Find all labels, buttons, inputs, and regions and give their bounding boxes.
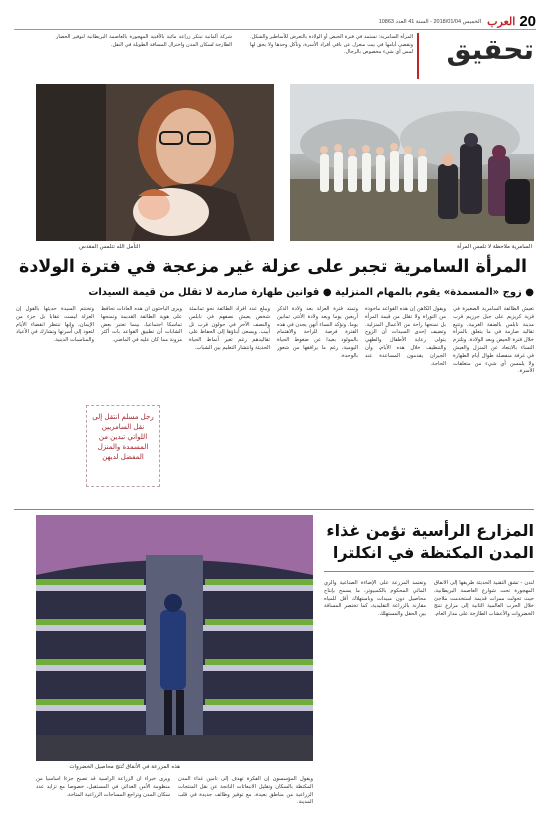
article-1-column-3: وتمتد فترة العزلة بعد ولادة الذكر أربعين يوما وبعد ولادة الأنثى ثمانين يوما. وتؤكد النساء أنهن يجدن في هذه الفترة فرصة للراحة والاهتمام بالمولود بعيدا عن ضغوط الحياة اليومية، رغم ما يرافقها من شعور بالوحدة.	[277, 306, 358, 359]
article-1-column-4: ويبلغ عدد أفراد الطائفة نحو ثمانمئة شخص يعيش نصفهم في نابلس والنصف الآخر في حولون قرب تل أبيب. ويسعى أبناؤها إلى الحفاظ على تقاليدهم رغم تغير أنماط الحياة الحديثة وانتشار التعليم بين الشباب.	[189, 306, 270, 351]
article-divider	[14, 509, 534, 510]
article-2-headline-rule	[324, 571, 534, 572]
newspaper-logo: العرب	[487, 15, 516, 28]
article-2-column-1: لندن - تشق التقنية الحديثة طريقها إلى الأنفاق المهجورة تحت شوارع العاصمة البريطانية، حيث تحولت ممرات قديمة استخدمت ملاجئ خلال الحرب العالمية الثانية إلى مزارع تنتج الخضروات والأعشاب الطازجة على مدار العام.	[434, 580, 534, 618]
article-1-headline: المرأة السامرية تجبر على عزلة غير مزعجة في فترة الولادة	[19, 257, 527, 277]
teaser-1: المرأة السامرية: تستمد في فترة الحيض أو الولادة بالتعرض للأساطير والشكل. وتقضي أيامها في بيت منعزل عن باقي أفراد الأسرة، وتأكل وحدها ولا يحق لها لمس أي شيء مخصوص بالرجال.	[250, 34, 413, 55]
section-title: تحقيق	[446, 33, 534, 66]
article-2-column-4: ويرى خبراء أن الزراعة الرأسية قد تصبح جزءا أساسيا من منظومة الأمن الغذائي في المستقبل، خصوصا مع تزايد عدد سكان المدن وتراجع المساحات الزراعية المتاحة.	[36, 776, 170, 798]
pull-quote: رجل مسلم انتقل إلى نقل السامريين اللواتي تبدين من المسمدة والمنزل المفضل لديهن	[86, 405, 160, 487]
article-1-column-5: ويرى الباحثون أن هذه العادات تحافظ على هوية الطائفة القديمة وتمنحها تماسكا اجتماعيا، بينما تعتبر بعض الشابات أن تطبيق القواعد بات أكثر مرونة مما كان عليه في الماضي.	[101, 306, 182, 344]
article-1-column-1: تعيش الطائفة السامرية الصغيرة في قرية كريزيم على جبل جرزيم قرب مدينة نابلس بالضفة الغربية، وتتبع تقاليد صارمة في ما يتعلق بالمرأة خلال فترة الحيض وبعد الولادة. وتلتزم النساء بالابتعاد عن المنزل والعيش في غرفة منفصلة طوال أيام الطهارة ولا يلمسن أي شيء من متعلقات الأسرة.	[453, 306, 534, 375]
article-1-column-2: ويقول الكاهن إن هذه القواعد مأخوذة من التوراة ولا تقلل من قيمة المرأة بل تمنحها راحة من الأعمال المنزلية. وتضيف إحدى السيدات أن الزوج يتولى رعاية الأطفال والطهي والتنظيف خلال هذه الأيام، وأن الجيران يقدمون المساعدة عند الحاجة.	[365, 306, 446, 367]
bottom-photo-caption: هذه المزرعة في الأنفاق تُنتج محاصيل الخضروات	[69, 764, 180, 770]
samaritan-gathering-photo	[290, 84, 534, 241]
top-left-photo-caption: التأمل الله تتلمس المقدس	[79, 244, 140, 250]
dateline: الخميس 2018/01/04 - السنة 41 العدد 10863	[378, 18, 482, 25]
masthead	[14, 14, 536, 30]
article-2-column-2: وتعتمد المزرعة على الإضاءة الصناعية والري المائي المحكوم بالكمبيوتر، ما يسمح بإنتاج محاصيل دون مبيدات وباستهلاك أقل للمياه مقارنة بالزراعة التقليدية، كما تختصر المسافة بين الحقل والمستهلك.	[324, 580, 426, 618]
article-1-column-6: وتختتم السيدة حديثها بالقول إن العزلة ليست عقابا بل جزء من الإيمان، وإنها تنتظر انقضاء الأيام لتعود إلى أسرتها وتشارك في الأعياد والمناسبات الدينية.	[16, 306, 94, 344]
article-1-subhead: ● زوج «المسمدة» يقوم بالمهام المنزلية ● قوانين طهارة صارمة لا تقلل من قيمة السيدات	[88, 287, 534, 298]
article-2-headline: المزارع الرأسية تؤمن غذاء المدن المكتظة في انكلترا	[326, 521, 534, 562]
vertical-farm-photo	[36, 515, 313, 761]
top-right-photo-caption: السامرية ملاحظة لا تلمس المرأة	[457, 244, 532, 250]
section-divider	[417, 33, 419, 79]
page-number: 20	[519, 13, 536, 30]
mother-baby-photo	[36, 84, 274, 241]
article-2-column-3: ويقول المؤسسون إن الفكرة تهدف إلى تأمين غذاء المدن المكتظة بالسكان وتقليل الانبعاثات الناتجة عن نقل المنتجات الزراعية من مناطق بعيدة، مع توفير وظائف جديدة في قلب المدينة.	[178, 776, 313, 806]
teaser-2: شركة ألمانية تبتكر زراعة مائية بالأقبية المهجورة بالعاصمة البريطانية لتوفير الخضار الطازجة لسكان المدن واختزال المسافة الطويلة في النقل.	[56, 34, 232, 48]
